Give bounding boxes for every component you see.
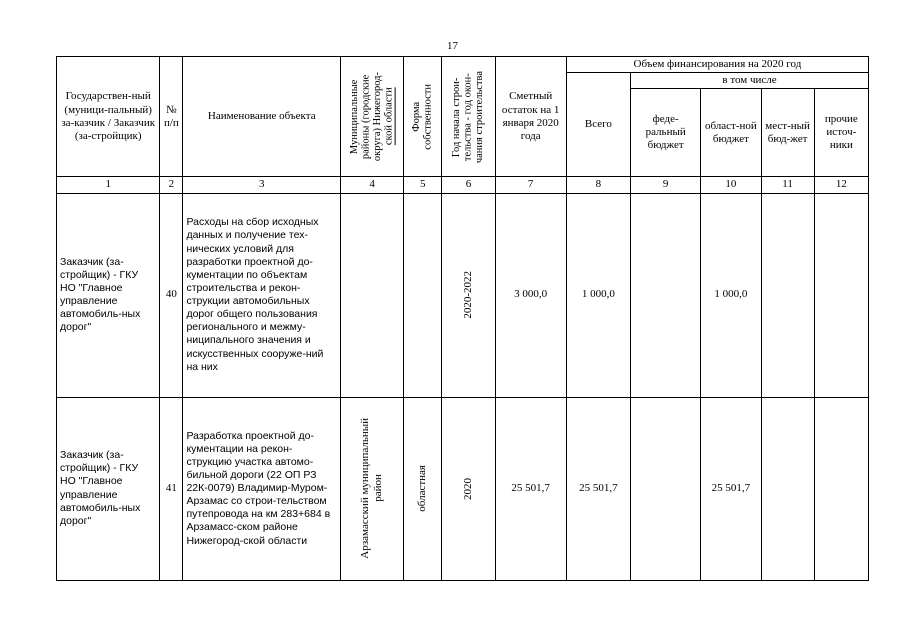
header-districts: [341, 57, 404, 177]
row-years: 2020: [461, 477, 474, 500]
row-years-cell: [442, 193, 495, 397]
col-number: 11: [761, 177, 814, 193]
table-row: [57, 397, 869, 580]
row-object-name: Расходы на сбор исходных данных и получение тех-нических условий для разработки проектной до-кументации по объектам строительства и рекон-струкции автомобильных дорог общего пользования регионального и межму-ниципального значения и искусственных сооруже-ний на них: [183, 193, 341, 397]
col-number: 9: [631, 177, 701, 193]
header-customer: Государствен-ный (муници-пальный) за-казчик / Заказчик (за-стройщик): [57, 57, 160, 177]
header-years-line: тельства - год окон-: [462, 72, 474, 161]
row-ownership: областная: [416, 465, 429, 512]
col-number: 8: [566, 177, 630, 193]
row-customer: Заказчик (за-стройщик) - ГКУ НО "Главное управление автомобиль-ных дорог": [57, 397, 160, 580]
financing-table: [56, 56, 869, 581]
row-federal: [631, 193, 701, 397]
header-funding: Объем финансирования на 2020 год: [566, 57, 868, 73]
row-local: [761, 193, 814, 397]
header-local: мест-ный бюд-жет: [761, 89, 814, 177]
header-estimate: Сметный остаток на 1 января 2020 года: [495, 57, 566, 177]
header-regional: област-ной бюджет: [701, 89, 761, 177]
header-districts-line: Муниципальные: [349, 79, 361, 154]
col-number: 2: [160, 177, 183, 193]
row-estimate: 3 000,0: [495, 193, 566, 397]
row-estimate: 25 501,7: [495, 397, 566, 580]
header-districts-line: округа) Нижегород-: [372, 72, 384, 162]
row-district-cell: [341, 397, 404, 580]
header-total: Всего: [566, 73, 630, 177]
col-number: 3: [183, 177, 341, 193]
header-years: [442, 57, 495, 177]
row-district: [341, 193, 404, 397]
row-other: [814, 397, 868, 580]
table-row: [57, 193, 869, 397]
header-ownership-line: Форма: [411, 101, 423, 132]
row-num: 41: [160, 397, 183, 580]
col-number: 12: [814, 177, 868, 193]
header-num: № п/п: [160, 57, 183, 177]
row-ownership: [404, 193, 442, 397]
header-ownership-line: собственности: [422, 83, 434, 150]
header-years-line: чания строительства: [474, 70, 486, 163]
row-total: 1 000,0: [566, 193, 630, 397]
row-object-name: Разработка проектной до-кументации на рекон-струкцию участка автомо-бильной дороги (22 ОП РЗ 22К-0079) Владимир-Муром-Арзамас со строи-тельством путепровода на км 283+684 в Арзамасс-ском районе Нижегород-ской области: [183, 397, 341, 580]
row-district-line: Арзамасский муниципальный: [358, 418, 371, 559]
header-including: в том числе: [631, 73, 869, 89]
row-other: [814, 193, 868, 397]
col-number: 1: [57, 177, 160, 193]
row-num: 40: [160, 193, 183, 397]
row-ownership-cell: [404, 397, 442, 580]
header-years-line: Год начала строи-: [451, 76, 463, 157]
row-local: [761, 397, 814, 580]
header-other: прочие источ-ники: [814, 89, 868, 177]
header-districts-line: ской области: [383, 87, 395, 146]
row-total: 25 501,7: [566, 397, 630, 580]
header-federal: феде-ральный бюджет: [631, 89, 701, 177]
row-regional: 25 501,7: [701, 397, 761, 580]
col-number: 10: [701, 177, 761, 193]
col-number: 6: [442, 177, 495, 193]
header-ownership: [404, 57, 442, 177]
row-years-cell: [442, 397, 495, 580]
row-regional: 1 000,0: [701, 193, 761, 397]
col-number: 4: [341, 177, 404, 193]
row-district-line: район: [372, 474, 385, 503]
page-number: 17: [447, 40, 458, 52]
col-number: 7: [495, 177, 566, 193]
row-customer: Заказчик (за-стройщик) - ГКУ НО "Главное управление автомобиль-ных дорог": [57, 193, 160, 397]
header-object-name: Наименование объекта: [183, 57, 341, 177]
header-districts-line: районы (городские: [360, 74, 372, 159]
row-years: 2020-2022: [461, 271, 474, 319]
col-number: 5: [404, 177, 442, 193]
row-federal: [631, 397, 701, 580]
